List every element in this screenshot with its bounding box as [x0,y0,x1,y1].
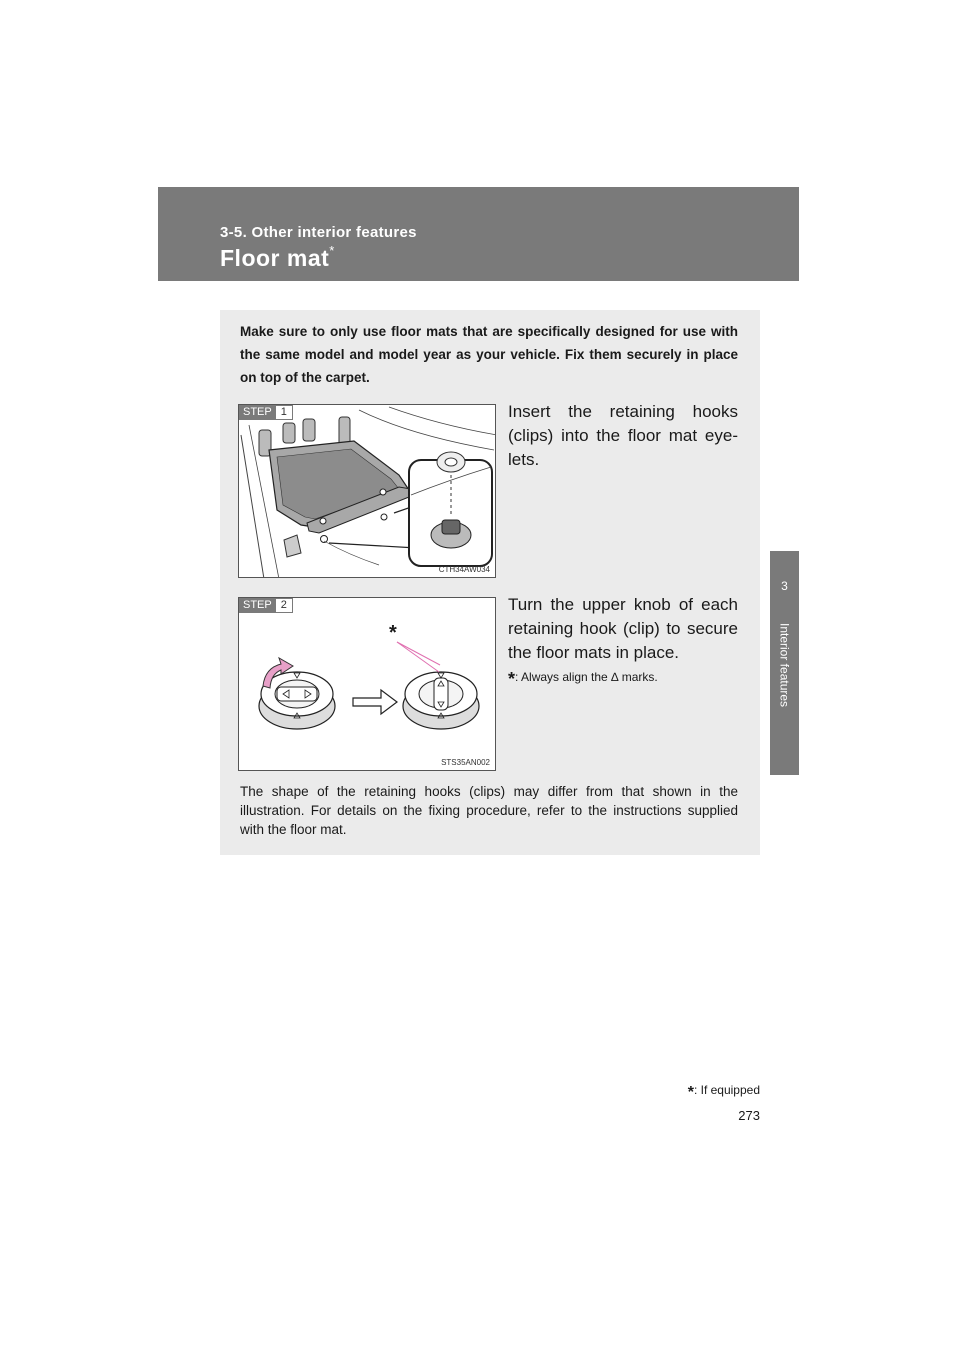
step1-text: Insert the retaining hooks (clips) into the floor mat eye-lets. [508,402,738,469]
footnote-text: : If equipped [693,1083,760,1097]
intro-warning: Make sure to only use floor mats that are specifically designed for use with the same model and model year as your vehicle. Fix them securely in place on top of the carpet. [240,324,738,385]
section-label: 3-5. Other interior features [220,224,417,241]
chapter-number: 3 [781,579,788,593]
step2-text: Turn the upper knob of each retaining hook (clip) to secure the floor mats in place. [508,595,738,662]
step-badge-number: 2 [276,598,293,613]
page-title [220,245,335,272]
page-number: 273 [738,1108,760,1123]
page-title-text: Floor mat [220,245,330,271]
chapter-tab [770,551,799,775]
footer-note: The shape of the retaining hooks (clips) may differ from that shown in the illustration. For details on the fixing procedure, refer to the instructions supplied with the floor mat. [240,784,738,837]
content-box [220,310,760,855]
figure-mark: * [389,622,397,644]
figure-code: CTH34AW034 [438,565,490,574]
footnote-mark: * [687,1084,694,1101]
page-header [158,187,799,281]
title-mark: * [329,243,335,258]
floor-mat-illustration [239,405,496,578]
step-badge [239,405,293,420]
step1-illustration [238,404,496,578]
note-mark: * [508,669,516,689]
equipped-footnote [688,1083,760,1102]
chapter-name: Interior features [777,623,792,708]
step-badge [239,598,293,613]
align-note [508,669,738,690]
note-text: : Always align the ∆ marks. [515,670,658,684]
step-badge-word: STEP [239,405,276,420]
step2-illustration [238,597,496,771]
step-badge-number: 1 [276,405,293,420]
figure-code: STS35AN002 [441,758,490,767]
hook-rotation-illustration [239,598,496,771]
step-badge-word: STEP [239,598,276,613]
